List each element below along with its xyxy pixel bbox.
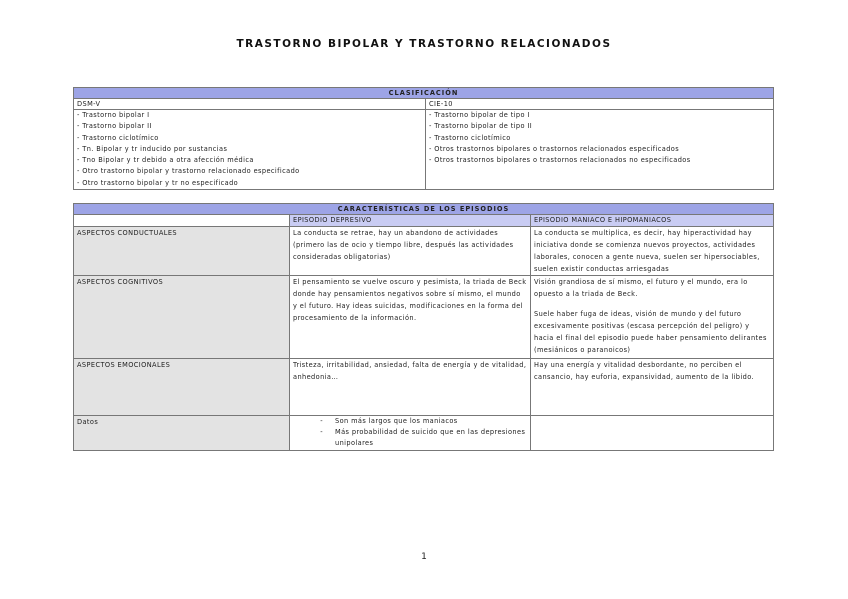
- row-label-conductuales: ASPECTOS CONDUCTUALES: [74, 227, 290, 276]
- list-item: - Otro trastorno bipolar y tr no especificado: [77, 178, 239, 187]
- column-header-depresivo: EPISODIO DEPRESIVO: [290, 215, 531, 227]
- list-item: - Trastorno bipolar II: [77, 122, 152, 131]
- list-item: - Tno Bipolar y tr debido a otra afección médica: [77, 156, 254, 165]
- cognitivos-maniaco-paragraph-2: Suele haber fuga de ideas, visión de mundo y del futuro excesivamente positivas (escasa percepción del peligro) y hacia el final del episodio puede haber pensamiento delirantes (mesiánicos o paranoicos): [534, 310, 767, 354]
- cie-list: [426, 110, 774, 190]
- list-item: - Trastorno bipolar de tipo I: [429, 111, 530, 119]
- list-item: - Trastorno bipolar I: [77, 111, 150, 119]
- list-item: - Otros trastornos bipolares o trastornos relacionados especificados: [429, 144, 680, 153]
- cell-datos-maniaco: [531, 416, 774, 451]
- episodes-header: CARACTERÍSTICAS DE LOS EPISODIOS: [74, 204, 774, 215]
- bullet-dash: -: [320, 417, 323, 425]
- list-item: - Más probabilidad de suicido que en las depresiones unipolares: [293, 427, 527, 449]
- classification-table: [73, 87, 774, 190]
- page-number: 1: [421, 552, 427, 562]
- list-item: - Son más largos que los maniacos: [293, 416, 527, 427]
- cell-emocionales-depresivo: Tristeza, irritabilidad, ansiedad, falta de energía y de vitalidad, anhedonia…: [290, 359, 531, 416]
- list-item: - Otros trastornos bipolares o trastornos relacionados no especificados: [429, 156, 691, 165]
- classification-header: CLASIFICACIÓN: [74, 88, 774, 99]
- list-item: - Trastorno bipolar de tipo II: [429, 122, 533, 131]
- cell-conductuales-depresivo: La conducta se retrae, hay un abandono de actividades (primero las de ocio y tiempo libre, después las actividades consideradas obligatorias): [290, 227, 531, 276]
- page-title: TRASTORNO BIPOLAR Y TRASTORNO RELACIONADOS: [236, 38, 612, 50]
- column-header-maniaco: EPISODIO MANIACO E HIPOMANIACOS: [531, 215, 774, 227]
- list-item: - Tn. Bipolar y tr inducido por sustancias: [77, 144, 228, 153]
- dsm-list: [74, 110, 426, 190]
- cell-cognitivos-maniaco: [531, 276, 774, 359]
- dsm-label: DSM-V: [74, 99, 426, 110]
- list-item: - Trastorno ciclotímico: [77, 133, 159, 142]
- cell-datos-depresivo: [290, 416, 531, 451]
- row-label-cognitivos: ASPECTOS COGNITIVOS: [74, 276, 290, 359]
- list-item: - Trastorno ciclotímico: [429, 133, 511, 142]
- cognitivos-maniaco-paragraph-1: Visión grandiosa de sí mismo, el futuro y el mundo, era lo opuesto a la triada de Beck.: [534, 278, 748, 298]
- episodes-table: [73, 203, 774, 451]
- empty-corner-cell: [74, 215, 290, 227]
- cie-label: CIE-10: [426, 99, 774, 110]
- cell-conductuales-maniaco: La conducta se multiplica, es decir, hay hiperactividad hay iniciativa donde se comienza nuevos proyectos, actividades laborales, conocen a gente nueva, suelen ser hipersociables, suelen existir conductas arriesgadas: [531, 227, 774, 276]
- cell-emocionales-maniaco: Hay una energía y vitalidad desbordante, no perciben el cansancio, hay euforia, expansividad, aumento de la libido.: [531, 359, 774, 416]
- cell-cognitivos-depresivo: El pensamiento se vuelve oscuro y pesimista, la triada de Beck donde hay pensamientos negativos sobre sí mismo, el mundo y el futuro. Hay ideas suicidas, modificaciones en la forma del procesamiento de la información.: [290, 276, 531, 359]
- row-label-emocionales: ASPECTOS EMOCIONALES: [74, 359, 290, 416]
- bullet-dash: -: [320, 428, 323, 436]
- row-label-datos: Datos: [74, 416, 290, 451]
- list-item: - Otro trastorno bipolar y trastorno relacionado especificado: [77, 167, 300, 176]
